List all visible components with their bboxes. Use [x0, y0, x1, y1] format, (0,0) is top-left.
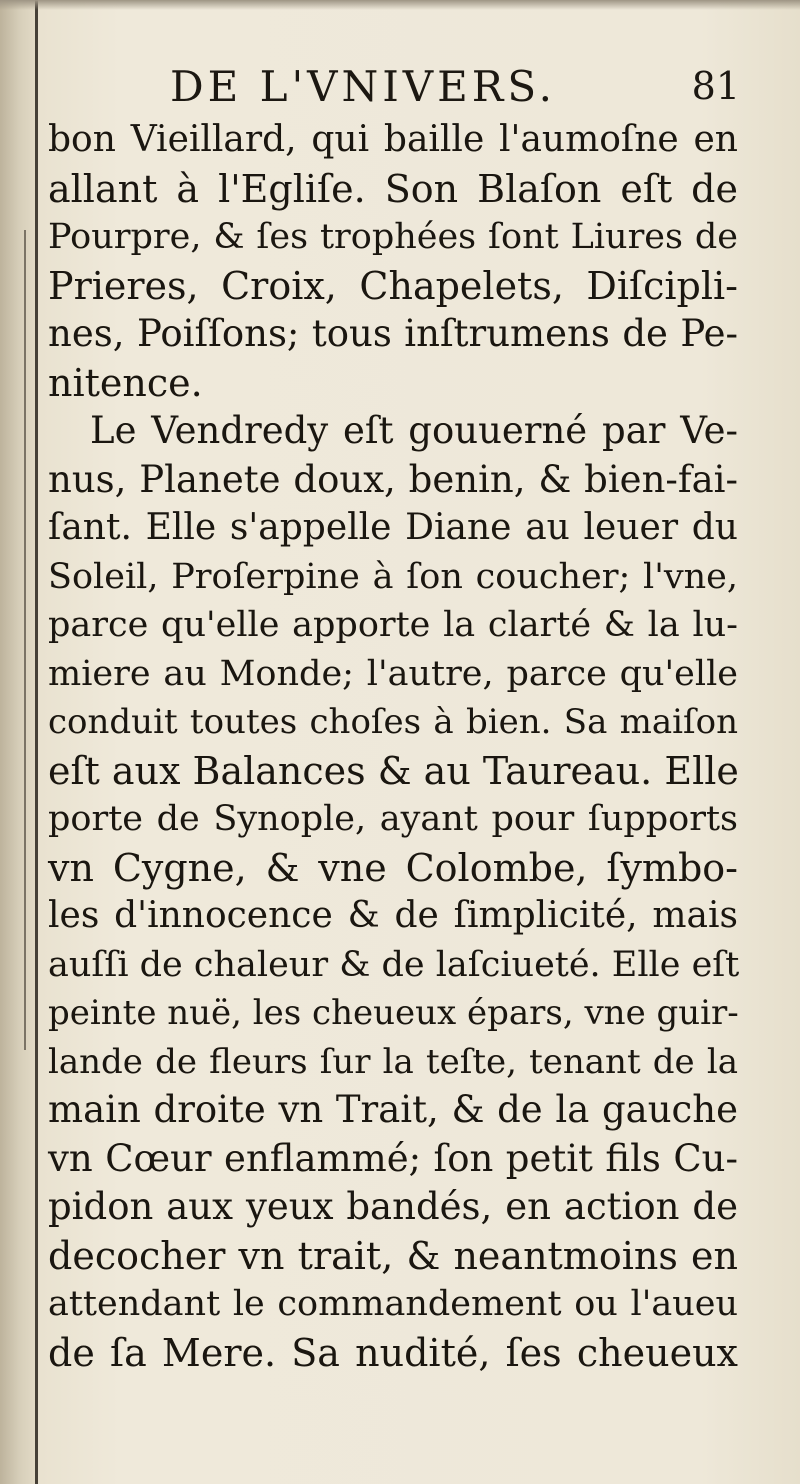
- text-line: vn Cœur enflammé; ſon petit fils Cu-: [48, 1136, 738, 1180]
- text-line: porte de Synople, ayant pour ſupports: [48, 799, 738, 839]
- page-edge-line: [35, 0, 38, 1484]
- text-line: de ſa Mere. Sa nudité, ſes cheueux: [48, 1330, 738, 1375]
- text-line: nes, Poiſſons; tous inſtrumens de Pe-: [48, 312, 738, 355]
- text-line: conduit toutes choſes à bien. Sa maiſon: [48, 702, 738, 742]
- text-line: eſt aux Balances & au Taureau. Elle: [48, 748, 739, 793]
- text-line-indent: Le Vendredy eſt gouuerné par Ve-: [90, 409, 738, 452]
- text-line: les d'innocence & de ſimplicité, mais: [48, 895, 738, 936]
- text-line: auſſi de chaleur & de laſciueté. Elle eſt: [48, 944, 740, 985]
- text-line: parce qu'elle apporte la clarté & la lu-: [48, 605, 738, 645]
- text-line: allant à l'Egliſe. Son Blaſon eſt de: [48, 166, 738, 211]
- text-line: Soleil, Proſerpine à ſon coucher; l'vne,: [48, 556, 738, 597]
- text-line: main droite vn Trait, & de la gauche: [48, 1088, 738, 1131]
- text-line: pidon aux yeux bandés, en action de: [48, 1185, 738, 1228]
- text-line: ſant. Elle s'appelle Diane au leuer du: [48, 507, 738, 548]
- text-line: attendant le commandement ou l'aueu: [48, 1284, 738, 1324]
- text-line: peinte nuë, les cheueux épars, vne guir-: [48, 993, 739, 1033]
- top-shadow: [0, 0, 800, 10]
- page-header: [170, 62, 740, 118]
- text-line: lande de fleurs ſur la teſte, tenant de la: [48, 1041, 738, 1082]
- body-text: [48, 116, 738, 1377]
- text-line: vn Cygne, & vne Colombe, ſymbo-: [48, 845, 738, 890]
- page-edge-line-outer: [24, 230, 26, 1050]
- text-line: miere au Monde; l'autre, parce qu'elle: [48, 653, 738, 694]
- binding-gutter: [0, 0, 38, 1484]
- text-line: Prieres, Croix, Chapelets, Diſcipli-: [48, 263, 738, 308]
- text-line: nitence.: [48, 360, 203, 405]
- text-line: decocher vn trait, & neantmoins en: [48, 1233, 738, 1278]
- text-line: bon Vieillard, qui baille l'aumoſne en: [48, 119, 738, 160]
- text-line: nus, Planete doux, benin, & bien-fai-: [48, 457, 738, 501]
- page-number: 81: [691, 64, 740, 108]
- text-line: Pourpre, & ſes trophées ſont Liures de: [48, 217, 738, 257]
- running-head: DE L'VNIVERS.: [170, 62, 557, 111]
